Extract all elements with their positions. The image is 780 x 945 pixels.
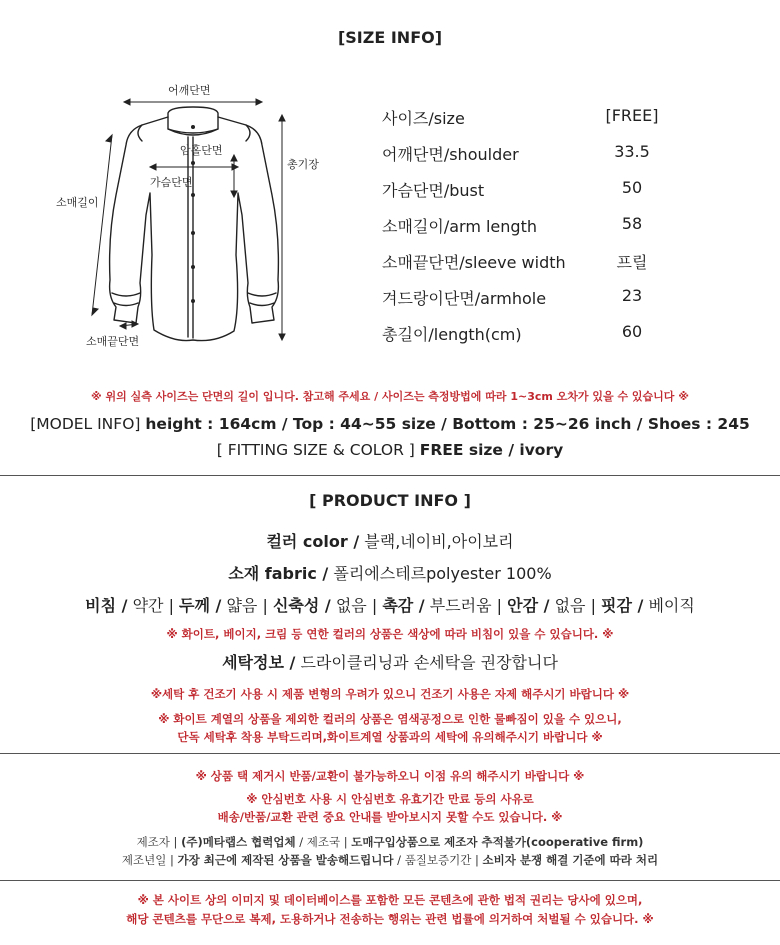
product-fabric-value: 폴리에스테르polyester 100% [333,564,552,583]
figure-label-armhole: 암홀단면 [180,144,223,157]
copyright-line-1: ※ 본 사이트 상의 이미지 및 데이터베이스를 포함한 모든 콘텐츠에 관한 법적 권리는 당사에 있으며, [137,893,643,907]
attribute-value: 약간 [132,596,164,615]
maker-label: 제조자 [136,835,170,849]
size-row [382,178,682,202]
figure-label-shoulder: 어깨단면 [168,84,211,97]
attribute-label: 비침 / [85,596,128,615]
size-row-label: 총길이/length(cm) [382,325,522,344]
attribute-value: 없음 [554,596,586,615]
size-row-value: 23 [621,286,643,305]
date-info: 제조년일 | 가장 최근에 제작된 상품을 발송해드립니다 / 품질보증기간 | 소비자 분쟁 해결 기준에 따라 처리 [121,853,659,867]
attribute-value: 얇음 [226,596,258,615]
product-color-value: 블랙,네이비,아이보리 [364,532,514,551]
country-value: 도매구입상품으로 제조자 추적불가(cooperative firm) [351,835,644,849]
size-row [382,250,682,274]
size-row [382,142,682,166]
product-color-label: 컬러 color / [266,532,360,551]
size-row [382,106,682,130]
maker-value: (주)메타랩스 협력업체 [181,835,296,849]
date-label: 제조년일 [121,853,167,867]
maker-info: 제조자 | (주)메타랩스 협력업체 / 제조국 | 도매구입상품으로 제조자 추적불가(cooperative firm) [136,835,644,849]
safe-number-note-2: 배송/반품/교환 관련 중요 안내를 받아보시지 못할 수도 있습니다. ※ [217,810,563,824]
figure-label-arm-length: 소매길이 [56,196,99,209]
divider [0,753,780,754]
size-row-label: 가슴단면/bust [382,181,485,200]
size-row [382,286,682,310]
attribute-value: 없음 [335,596,367,615]
size-row-label: 소매끝단면/sleeve width [382,253,566,272]
product-fabric-label: 소재 fabric / [228,564,329,583]
white-wash-note-1: ※ 화이트 계열의 상품을 제외한 컬러의 상품은 염색공정으로 인한 물빠짐이 있을 수 있으니, [158,712,622,726]
size-row-label: 소매길이/arm length [382,217,537,236]
attribute-label: 두께 / [179,596,222,615]
divider [0,475,780,476]
model-info-details: height : 164cm / Top : 44~55 size / Bottom : 25~26 inch / Shoes : 245 [145,415,750,433]
attribute-label: 촉감 / [382,596,425,615]
size-row [382,214,682,238]
product-color [0,529,780,552]
size-row [382,322,682,346]
divider [0,880,780,881]
date-value: 가장 최근에 제작된 상품을 발송해드립니다 [177,853,394,867]
product-info-title: [ PRODUCT INFO ] [309,491,471,510]
attribute-label: 핏감 / [601,596,644,615]
size-row-value: 33.5 [614,142,650,161]
tag-removal-note: ※ 상품 택 제거시 반품/교환이 불가능하오니 이점 유의 해주시기 바랍니다 ※ [195,769,585,783]
country-label: / 제조국 [299,835,341,849]
wash-info-value: 드라이클리닝과 손세탁을 권장합니다 [300,653,558,672]
attribute-value: 베이직 [648,596,695,615]
attribute-label: 신축성 / [272,596,331,615]
model-info [0,415,780,433]
wash-info [0,650,780,673]
sheer-note: ※ 화이트, 베이지, 크림 등 연한 컬러의 상품은 색상에 따라 비침이 있을 수 있습니다. ※ [166,627,614,641]
fitting-info-label: [ FITTING SIZE & COLOR ] [216,441,415,459]
size-row-value: 프릴 [616,253,648,272]
size-info-title: [SIZE INFO] [337,28,443,47]
size-row-value: 58 [621,214,643,233]
attribute-label: 안감 / [507,596,550,615]
fitting-info [0,441,780,459]
size-row-label: 겨드랑이단면/armhole [382,289,547,308]
wash-info-label: 세탁정보 / [222,653,296,672]
model-info-label: [MODEL INFO] [30,415,141,433]
size-row-label: 사이즈/size [382,109,465,128]
size-measurement-note: ※ 위의 실측 사이즈는 단면의 길이 입니다. 참고해 주세요 / 사이즈는 측정방법에 따라 1~3cm 오차가 있을 수 있습니다 ※ [91,390,689,403]
figure-label-cuff: 소매끝단면 [86,335,140,348]
white-wash-note-2: 단독 세탁후 착용 부탁드리며,화이트계열 상품과의 세탁에 유의해주시기 바랍니다 ※ [177,730,603,744]
figure-label-bust: 가슴단면 [150,176,193,189]
attribute-value: 부드러움 [429,596,492,615]
warranty-value: 소비자 분쟁 해결 기준에 따라 처리 [482,853,659,867]
fitting-info-details: FREE size / ivory [419,441,564,459]
product-attributes: 비침 / 약간 | 두께 / 얇음 | 신축성 / 없음 | 촉감 / 부드러움 | 안감 / 없음 | 핏감 / 베이직 [85,596,695,615]
size-row-value: 60 [621,322,643,341]
copyright-line-2: 해당 콘텐츠를 무단으로 복제, 도용하거나 전송하는 행위는 관련 법률에 의거하여 처벌될 수 있습니다. ※ [126,912,654,926]
size-row-value: 50 [621,178,643,197]
blouse-illustration [50,75,350,360]
size-row-label: 어깨단면/shoulder [382,145,519,164]
safe-number-note-1: ※ 안심번호 사용 시 안심번호 유효기간 만료 등의 사유로 [246,792,534,806]
size-row-value: [FREE] [605,106,659,125]
warranty-label: / 품질보증기간 [397,853,472,867]
product-fabric [0,561,780,584]
figure-label-total-length: 총기장 [287,158,319,171]
dryer-note: ※세탁 후 건조기 사용 시 제품 변형의 우려가 있으니 건조기 사용은 자제 해주시기 바랍니다 ※ [150,687,630,701]
